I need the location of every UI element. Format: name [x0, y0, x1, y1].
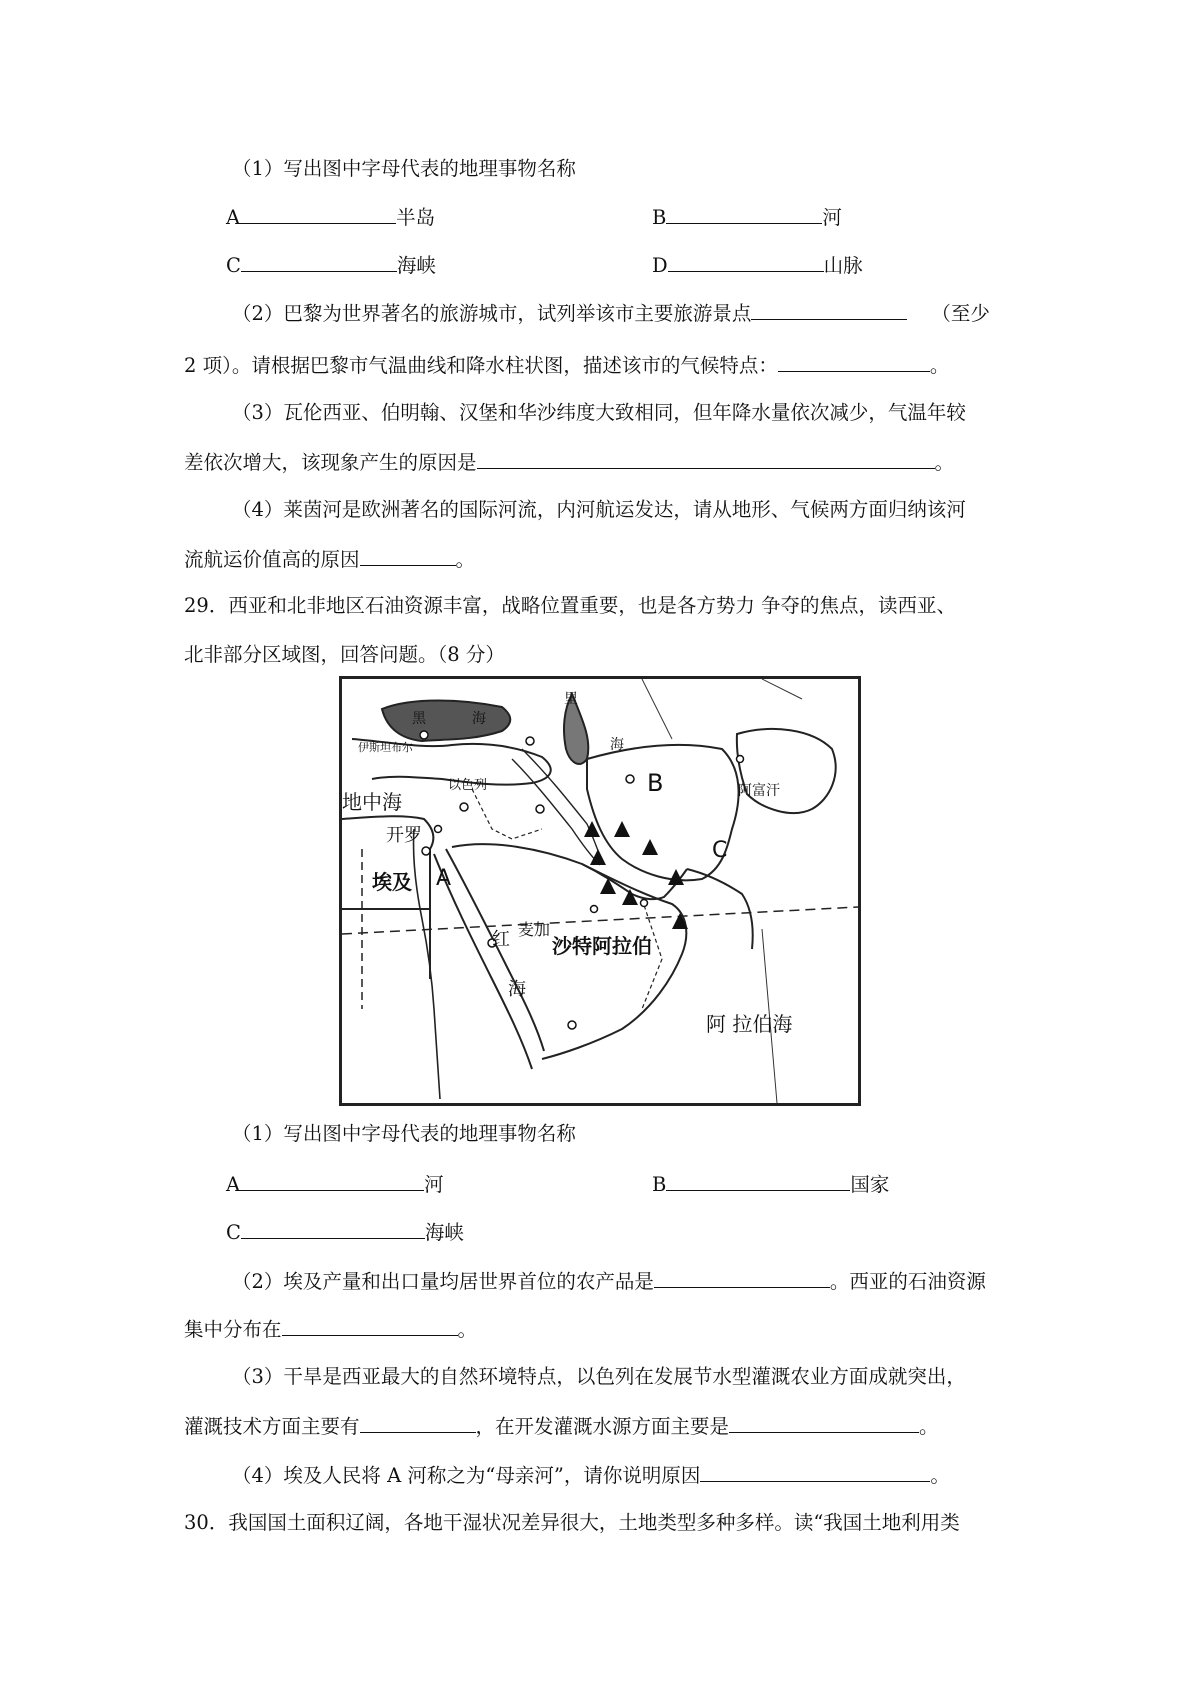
question-text: 集中分布在 [184, 1318, 282, 1341]
answer-blank-b[interactable] [666, 203, 822, 224]
answer-suffix: 半岛 [396, 206, 436, 229]
map-label-caspian-1: 里 [564, 691, 578, 707]
question-text: 。西亚的石油资源 [829, 1270, 986, 1293]
q29-answer-b [652, 1170, 889, 1198]
answer-letter: A [226, 1173, 241, 1196]
answer-blank-d[interactable] [668, 251, 824, 272]
west-asia-map [339, 676, 861, 1106]
map-label-caspian-2: 海 [610, 737, 624, 753]
answer-blank-water-source[interactable] [729, 1412, 919, 1433]
answer-blank-rhine[interactable] [360, 545, 456, 566]
map-svg [342, 679, 858, 1103]
question-text: 。 [930, 1464, 950, 1487]
q28-answer-b [652, 203, 842, 231]
answer-letter: B [652, 1173, 667, 1196]
map-label-egypt: 埃及 [372, 870, 412, 894]
map-label-afghanistan: 阿富汗 [738, 783, 780, 799]
map-label-arabian-sea: 阿 拉伯海 [706, 1012, 793, 1036]
answer-blank-product[interactable] [654, 1267, 830, 1288]
question-text: 灌溉技术方面主要有 [184, 1415, 360, 1438]
q28-part2-line2 [184, 351, 949, 379]
map-label-israel: 以色列 [448, 778, 488, 793]
q28-answer-d [652, 251, 863, 279]
question-text: （2）埃及产量和出口量均居世界首位的农产品是 [232, 1270, 654, 1293]
question-text: 。 [929, 354, 950, 377]
question-text: 。 [457, 1318, 478, 1341]
question-text: （2）巴黎为世界著名的旅游城市，试列举该市主要旅游景点 [232, 302, 752, 325]
answer-suffix: 山脉 [823, 254, 863, 277]
answer-letter: C [226, 1221, 241, 1244]
answer-suffix: 国家 [850, 1173, 890, 1196]
q29-part2-line2 [184, 1315, 477, 1343]
map-label-c: C [712, 838, 728, 863]
answer-suffix: 海峡 [396, 254, 436, 277]
map-label-mecca: 麦加 [518, 920, 551, 939]
q29-part3-line2 [184, 1412, 939, 1440]
q29-part4 [232, 1461, 950, 1489]
answer-blank-mother-river[interactable] [700, 1461, 930, 1482]
oil-field-icons [584, 821, 688, 929]
answer-blank-a[interactable] [240, 1170, 424, 1191]
q29-intro-line1: 29．西亚和北非地区石油资源丰富，战略位置重要，也是各方势力 争夺的焦点，读西亚、 [184, 594, 957, 617]
q28-part2-line1 [232, 299, 990, 327]
answer-blank-b[interactable] [666, 1170, 850, 1191]
q28-part4-line2 [184, 545, 475, 573]
q29-answer-a [226, 1170, 444, 1198]
answer-letter: A [226, 206, 241, 229]
map-label-black-sea: 黑 [412, 711, 426, 727]
q28-part3-line2 [184, 448, 954, 476]
answer-letter: D [652, 254, 668, 277]
answer-suffix: 河 [822, 206, 842, 229]
q29-intro-line2: 北非部分区域图，回答问题。（8 分） [184, 643, 505, 666]
map-label-istanbul: 伊斯坦布尔 [358, 741, 413, 754]
question-text: 2 项）。请根据巴黎市气温曲线和降水柱状图，描述该市的气候特点： [184, 354, 778, 377]
question-text: 。 [919, 1415, 939, 1438]
answer-blank-a[interactable] [240, 203, 396, 224]
answer-blank-reason[interactable] [477, 448, 935, 469]
answer-blank-c[interactable] [241, 251, 397, 272]
answer-letter: C [226, 254, 241, 277]
map-label-cairo: 开罗 [386, 825, 422, 846]
answer-suffix: 海峡 [424, 1221, 464, 1244]
map-label-red-sea-2: 海 [508, 979, 526, 1000]
answer-blank-c[interactable] [241, 1218, 425, 1239]
q28-answer-c [226, 251, 436, 279]
answer-letter: B [652, 206, 667, 229]
q28-answer-a [226, 203, 435, 231]
question-text: 。 [934, 451, 955, 474]
q28-part4-line1: （4）莱茵河是欧洲著名的国际河流，内河航运发达，请从地形、气候两方面归纳该河 [232, 498, 966, 521]
answer-blank-climate[interactable] [778, 351, 930, 372]
answer-blank-sights[interactable] [751, 299, 907, 320]
map-label-saudi-arabia: 沙特阿拉伯 [552, 934, 652, 958]
answer-suffix: 河 [424, 1173, 444, 1196]
map-label-b: B [647, 769, 664, 797]
q29-part2-line1 [232, 1267, 986, 1295]
q30-intro-line1: 30．我国国土面积辽阔，各地干湿状况差异很大，土地类型多种多样。读“我国土地利用类 [184, 1511, 960, 1534]
map-label-mediterranean: 地中海 [342, 790, 402, 814]
q29-part3-line1: （3）干旱是西亚最大的自然环境特点，以色列在发展节水型灌溉农业方面成就突出， [232, 1365, 966, 1388]
question-text: （至少 [931, 302, 990, 325]
q28-part1-prompt: （1）写出图中字母代表的地理事物名称 [232, 157, 576, 180]
question-text: （4）埃及人民将 A 河称之为“母亲河”，请你说明原因 [232, 1464, 701, 1487]
answer-blank-technique[interactable] [360, 1412, 476, 1433]
question-text: 流航运价值高的原因 [184, 548, 360, 571]
question-text: 。 [455, 548, 476, 571]
map-label-black-sea-2: 海 [472, 711, 486, 727]
map-label-red-sea-1: 红 [492, 929, 510, 950]
map-label-a: A [436, 866, 452, 891]
question-text: ，在开发灌溉水源方面主要是 [475, 1415, 730, 1438]
answer-blank-oil[interactable] [282, 1315, 458, 1336]
q29-answer-c [226, 1218, 464, 1246]
q29-part1-prompt: （1）写出图中字母代表的地理事物名称 [232, 1122, 576, 1145]
q28-part3-line1: （3）瓦伦西亚、伯明翰、汉堡和华沙纬度大致相同，但年降水量依次减少，气温年较 [232, 401, 966, 424]
question-text: 差依次增大，该现象产生的原因是 [184, 451, 477, 474]
